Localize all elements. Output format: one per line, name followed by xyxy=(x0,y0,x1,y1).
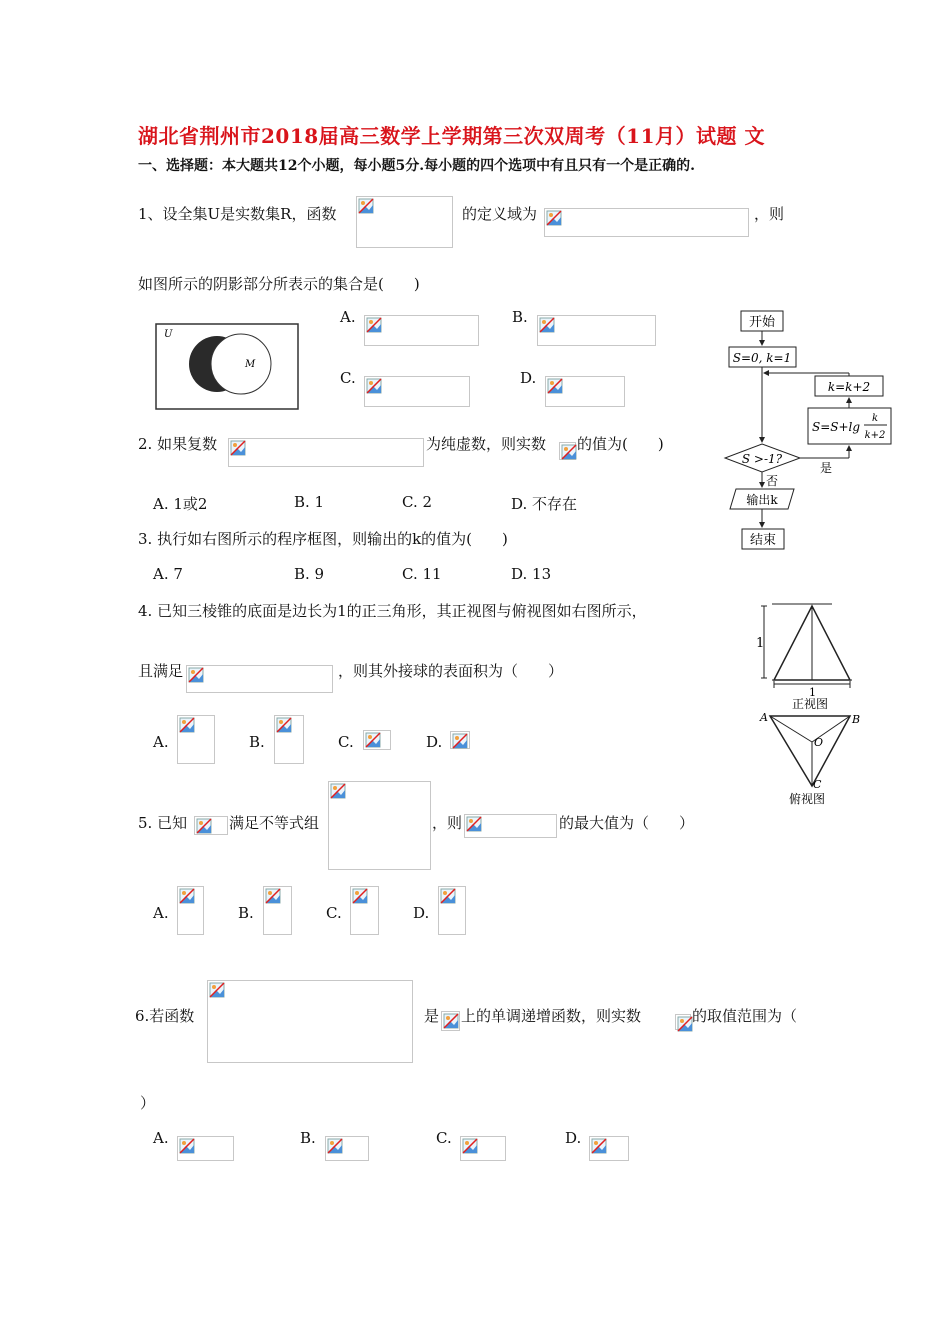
broken-image-icon xyxy=(452,733,468,749)
q6-option-b-label: B. xyxy=(300,1129,316,1147)
q2-option-c: C. 2 xyxy=(402,493,433,511)
q4-line1: 4. 已知三棱锥的底面是边长为1的正三角形，其正视图与俯视图如右图所示， xyxy=(138,602,647,620)
venn-label-u: U xyxy=(164,329,173,340)
q6-function-image xyxy=(207,980,413,1063)
q4-text-b: ，则其外接球的表面积为（ ） xyxy=(338,662,564,680)
q6-option-d-image xyxy=(589,1136,629,1161)
q5-text-b: 满足不等式组 xyxy=(229,814,320,832)
q6-text-a: 6.若函数 xyxy=(135,1007,195,1025)
flowchart xyxy=(722,305,902,560)
q5-option-b-image xyxy=(263,886,292,935)
flow-frac-num: k xyxy=(871,413,879,424)
broken-image-icon xyxy=(366,317,382,333)
q4-option-c-image xyxy=(363,730,391,750)
q6-var-image xyxy=(675,1014,691,1030)
q4-option-b-label: B. xyxy=(249,733,265,751)
q5-option-c-label: C. xyxy=(326,904,342,922)
venn-label-m: M xyxy=(245,359,256,370)
q6-text-d: 的取值范围为（ xyxy=(692,1007,798,1025)
flow-update-text: S=S+lg xyxy=(812,420,861,434)
broken-image-icon xyxy=(209,982,225,998)
q5-option-d-image xyxy=(438,886,466,935)
q6-option-b-image xyxy=(325,1136,369,1161)
q5-option-c-image xyxy=(350,886,379,935)
broken-image-icon xyxy=(330,783,346,799)
q5-text-a: 5. 已知 xyxy=(138,814,188,832)
broken-image-icon xyxy=(276,717,292,733)
venn-diagram xyxy=(155,323,300,410)
broken-image-icon xyxy=(352,888,368,904)
q1-domain-image xyxy=(544,208,749,237)
q5-option-b-label: B. xyxy=(238,904,254,922)
q4-option-d-label: D. xyxy=(426,733,443,751)
q4-condition-image xyxy=(186,665,333,693)
front-view-label: 正视图 xyxy=(792,697,829,711)
broken-image-icon xyxy=(462,1138,478,1154)
broken-image-icon xyxy=(677,1016,693,1032)
top-view-label: 俯视图 xyxy=(789,792,826,806)
view-point-b: B xyxy=(852,713,861,726)
q1-option-d-label: D. xyxy=(520,369,537,387)
q2-text-a: 2. 如果复数 xyxy=(138,435,218,453)
broken-image-icon xyxy=(561,444,577,460)
q5-text-d: 的最大值为（ ） xyxy=(559,814,695,832)
broken-image-icon xyxy=(365,732,381,748)
q5-option-a-image xyxy=(177,886,204,935)
q1-function-image xyxy=(356,196,453,248)
q1-option-b-label: B. xyxy=(512,308,528,326)
flow-frac-den: k+2 xyxy=(864,430,886,441)
q6-option-c-image xyxy=(460,1136,506,1161)
view-height-label: 1 xyxy=(756,636,765,651)
view-point-c: C xyxy=(813,778,822,791)
q1-option-d-image xyxy=(545,376,625,407)
q1-option-a-label: A. xyxy=(340,308,356,326)
flow-no-text: 否 xyxy=(766,474,779,488)
flow-yes-text: 是 xyxy=(820,461,833,475)
q6-option-c-label: C. xyxy=(436,1129,452,1147)
broken-image-icon xyxy=(179,717,195,733)
broken-image-icon xyxy=(466,816,482,832)
q5-var-image xyxy=(194,816,228,835)
q1-option-c-label: C. xyxy=(340,369,356,387)
q5-text-c: ，则 xyxy=(432,814,463,832)
broken-image-icon xyxy=(443,1013,459,1029)
q5-inequality-image xyxy=(328,781,431,870)
q2-option-a: A. 1或2 xyxy=(153,495,208,513)
q6-text-c: 上的单调递增函数，则实数 xyxy=(461,1007,642,1025)
flow-cond-text: S >-1? xyxy=(741,452,783,466)
broken-image-icon xyxy=(265,888,281,904)
q3-option-a: A. 7 xyxy=(153,565,183,583)
q1-text-a: 1、设全集U是实数集R，函数 xyxy=(138,205,337,223)
flow-init-text: S=0, k=1 xyxy=(732,351,792,365)
q1-text-b: 的定义域为 xyxy=(462,205,538,223)
three-view-figure xyxy=(752,600,897,812)
broken-image-icon xyxy=(179,1138,195,1154)
flow-end-text: 结束 xyxy=(749,533,777,548)
q5-option-a-label: A. xyxy=(153,904,169,922)
q6-domain-image xyxy=(441,1011,460,1031)
q3-option-d: D. 13 xyxy=(511,565,552,583)
q2-var-image xyxy=(559,442,576,460)
broken-image-icon xyxy=(547,378,563,394)
view-width-label: 1 xyxy=(809,686,816,699)
q4-option-a-image xyxy=(177,715,215,764)
q3-text: 3. 执行如右图所示的程序框图，则输出的k的值为( ) xyxy=(138,530,508,548)
q1-text-c: ，则 xyxy=(754,205,785,223)
q2-text-c: 的值为( ) xyxy=(577,435,664,453)
q6-option-d-label: D. xyxy=(565,1129,582,1147)
q4-option-a-label: A. xyxy=(153,733,169,751)
q6-text-b: 是 xyxy=(424,1007,440,1025)
q1-option-a-image xyxy=(364,315,479,346)
broken-image-icon xyxy=(196,818,212,834)
q1-option-c-image xyxy=(364,376,470,407)
broken-image-icon xyxy=(358,198,374,214)
q2-complex-image xyxy=(228,438,424,467)
q2-option-b: B. 1 xyxy=(294,493,325,511)
q6-option-a-image xyxy=(177,1136,234,1161)
broken-image-icon xyxy=(366,378,382,394)
q5-objective-image xyxy=(464,814,557,838)
broken-image-icon xyxy=(440,888,456,904)
broken-image-icon xyxy=(188,667,204,683)
broken-image-icon xyxy=(539,317,555,333)
broken-image-icon xyxy=(327,1138,343,1154)
broken-image-icon xyxy=(546,210,562,226)
q6-option-a-label: A. xyxy=(153,1129,169,1147)
flow-start-text: 开始 xyxy=(748,315,776,330)
q2-option-d: D. 不存在 xyxy=(511,495,578,513)
q4-option-c-label: C. xyxy=(338,733,354,751)
q1-line2: 如图所示的阴影部分所表示的集合是( ) xyxy=(138,275,420,293)
flow-output-text: 输出k xyxy=(746,493,778,507)
q4-option-b-image xyxy=(274,715,304,764)
flow-inc-text: k=k+2 xyxy=(827,380,871,394)
view-point-o: O xyxy=(814,736,824,749)
q3-option-b: B. 9 xyxy=(294,565,325,583)
broken-image-icon xyxy=(230,440,246,456)
q2-text-b: 为纯虚数，则实数 xyxy=(426,435,547,453)
q4-option-d-image xyxy=(450,731,470,749)
broken-image-icon xyxy=(179,888,195,904)
q1-option-b-image xyxy=(537,315,656,346)
section-heading: 一、选择题：本大题共12个小题，每小题5分.每小题的四个选项中有且只有一个是正确的. xyxy=(138,158,695,174)
q6-line2: ） xyxy=(140,1094,156,1112)
q5-option-d-label: D. xyxy=(413,904,430,922)
page-title: 湖北省荆州市2018届高三数学上学期第三次双周考（11月）试题 文 xyxy=(138,124,765,148)
q3-option-c: C. 11 xyxy=(402,565,442,583)
q4-text-a: 且满足 xyxy=(138,662,184,680)
view-point-a: A xyxy=(760,711,768,724)
broken-image-icon xyxy=(591,1138,607,1154)
